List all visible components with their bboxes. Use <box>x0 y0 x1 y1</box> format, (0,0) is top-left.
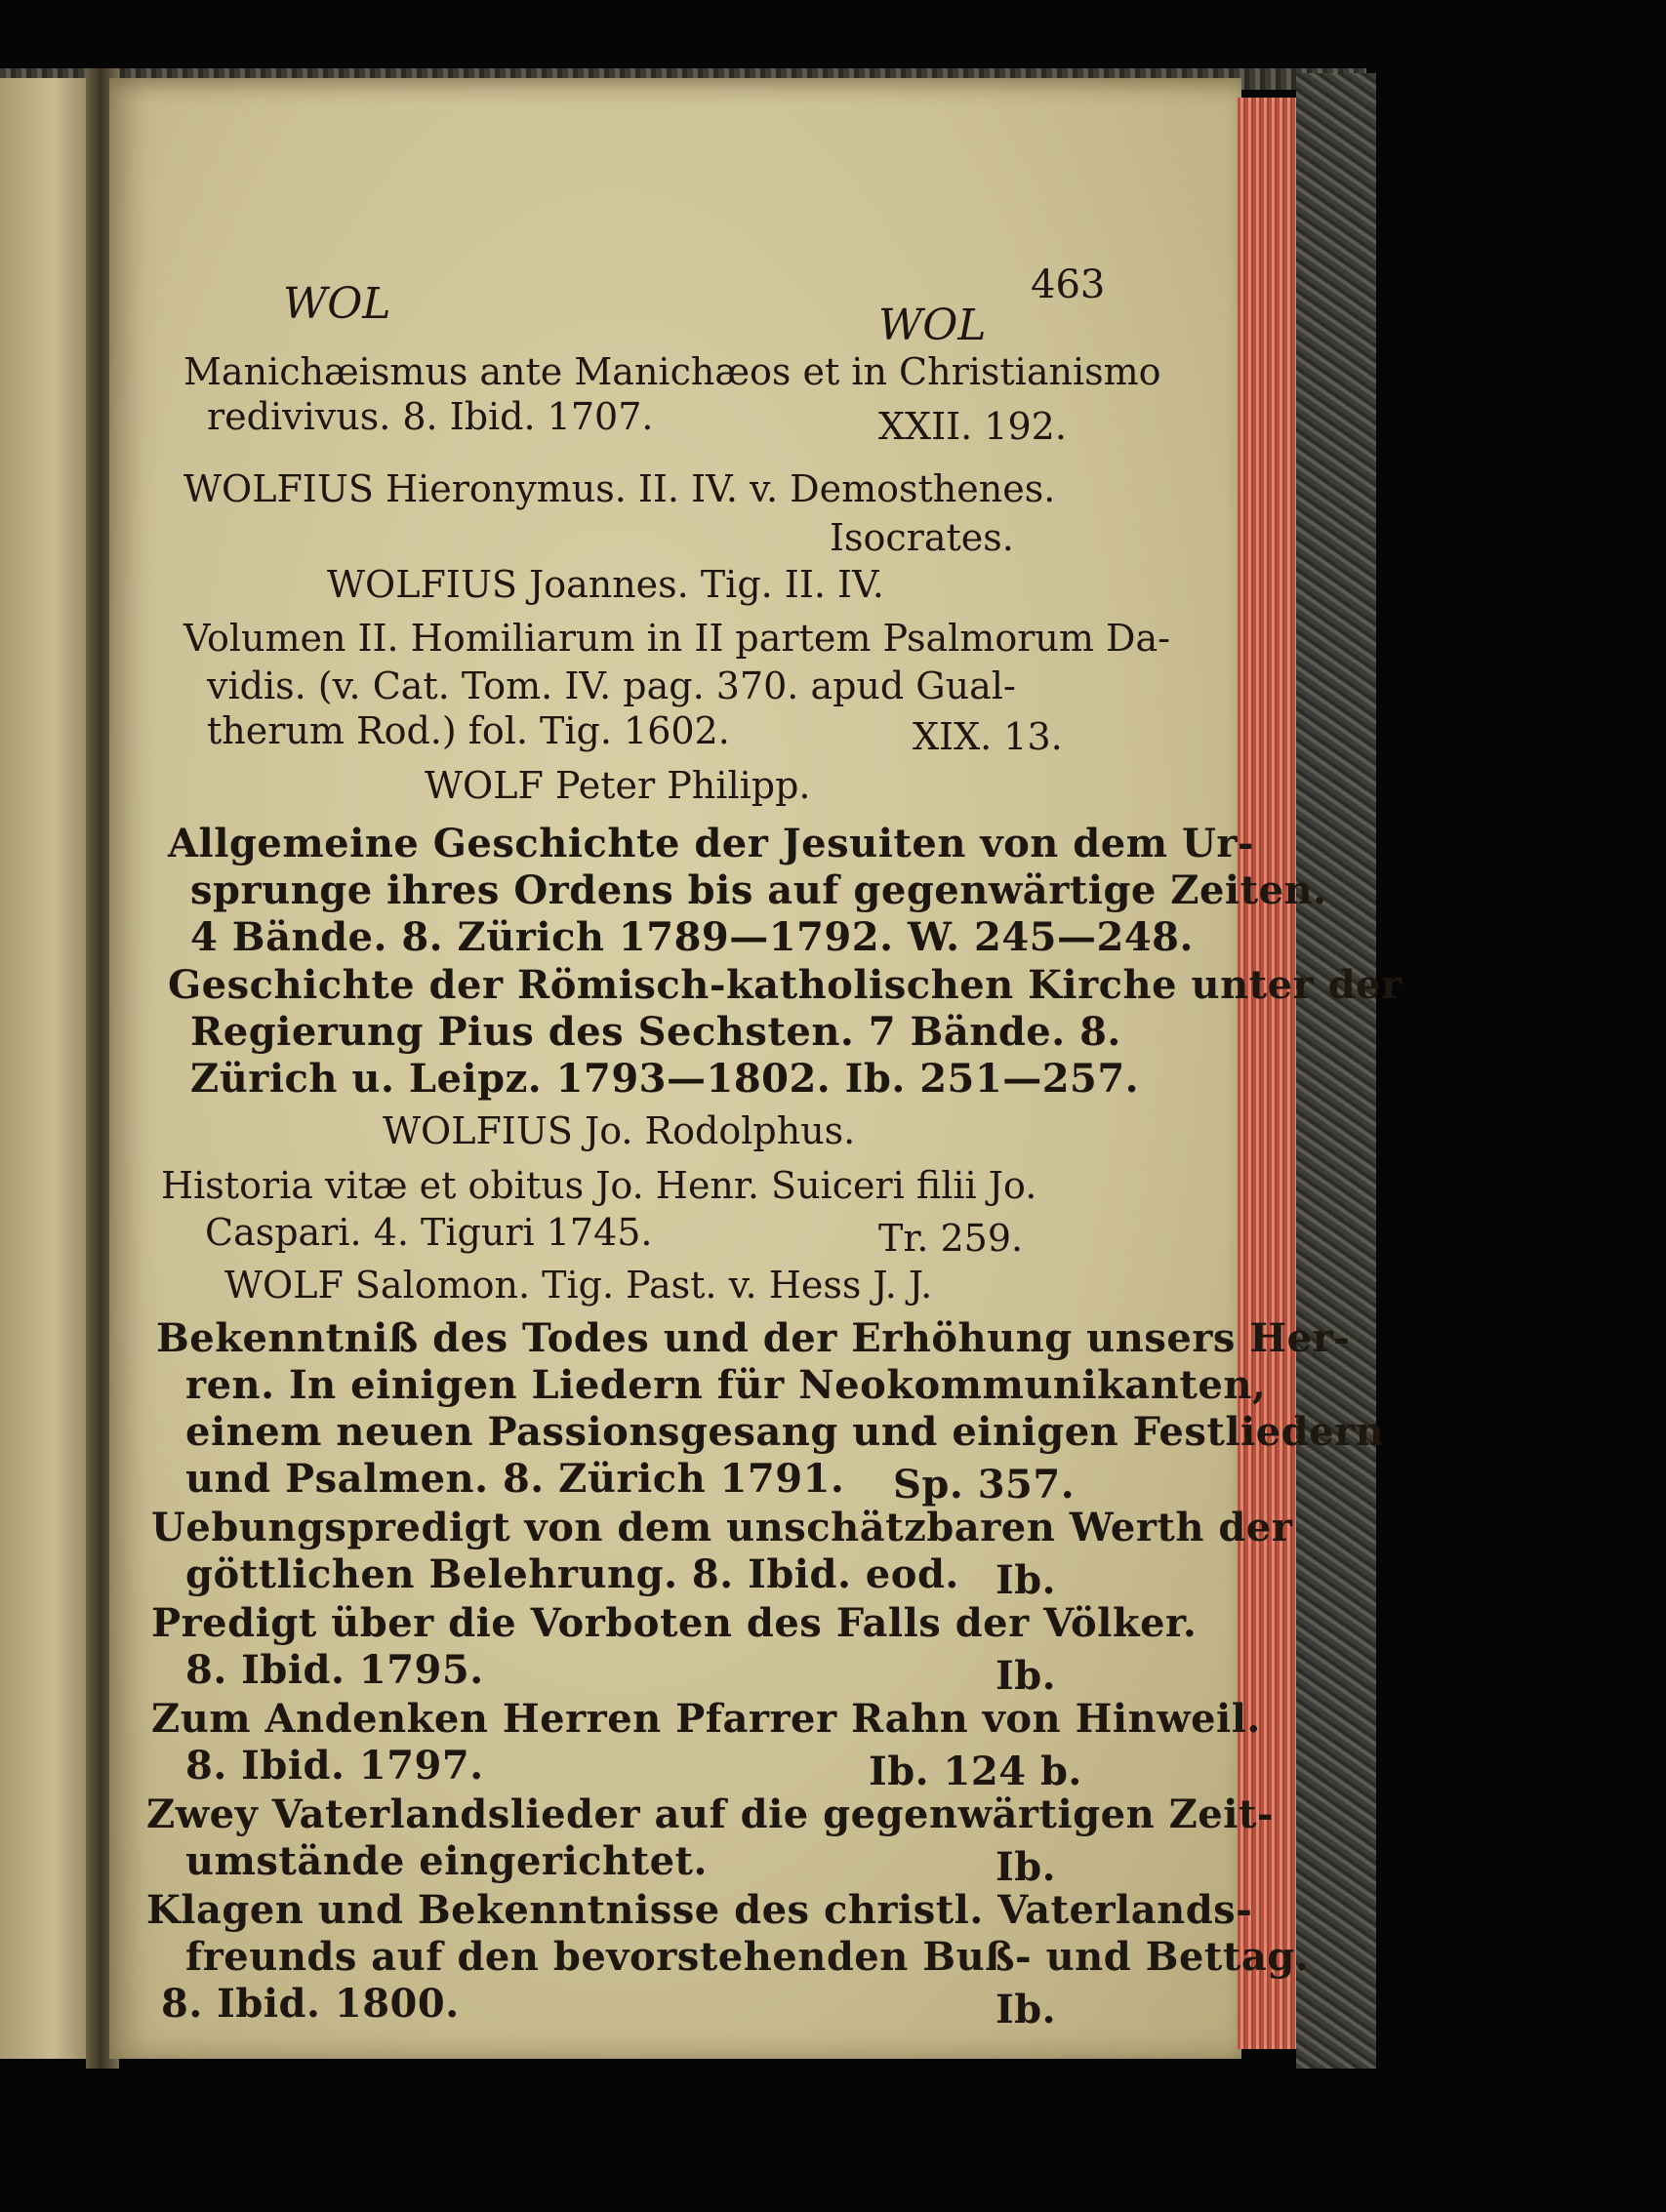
line-8: vidis. (v. Cat. Tom. IV. pag. 370. apud Gual- <box>207 664 1016 707</box>
line-41: freunds auf den bevorstehenden Buß- und Bettag. <box>185 1934 1310 1980</box>
line-15: Geschichte der Römisch-katholischen Kirche unter der <box>168 962 1402 1008</box>
line-6: WOLFIUS Joannes. Tig. II. IV. <box>327 563 884 606</box>
page-number: 463 <box>1031 262 1106 307</box>
line-31: Predigt über die Vorboten des Falls der Völker. <box>151 1600 1198 1646</box>
line-22: WOLF Salomon. Tig. Past. v. Hess J. J. <box>224 1264 933 1307</box>
line-9: therum Rod.) fol. Tig. 1602. <box>207 709 730 752</box>
line-33: Ib. <box>996 1653 1057 1699</box>
line-14: 4 Bände. 8. Zürich 1789—1792. W. 245—248. <box>190 914 1194 960</box>
line-11: WOLF Peter Philipp. <box>425 764 811 807</box>
line-40: Klagen und Bekenntnisse des christl. Vaterlands- <box>146 1887 1253 1933</box>
line-10: XIX. 13. <box>913 715 1063 758</box>
header-left: WOL <box>283 279 391 329</box>
line-23: Bekenntniß des Todes und der Erhöhung unsers Her- <box>156 1315 1351 1361</box>
line-20: Caspari. 4. Tiguri 1745. <box>205 1211 653 1254</box>
line-7: Volumen II. Homiliarum in II partem Psalmorum Da- <box>183 617 1170 660</box>
line-19: Historia vitæ et obitus Jo. Henr. Suiceri filii Jo. <box>161 1164 1037 1207</box>
line-38: umstände eingerichtet. <box>185 1838 708 1884</box>
line-13: sprunge ihres Ordens bis auf gegenwärtige Zeiten. <box>190 867 1327 913</box>
header-right: WOL <box>878 301 987 350</box>
line-30: Ib. <box>996 1557 1057 1603</box>
line-34: Zum Andenken Herren Pfarrer Rahn von Hinweil. <box>151 1696 1261 1742</box>
line-35: 8. Ibid. 1797. <box>185 1743 484 1789</box>
line-28: Uebungspredigt von dem unschätzbaren Werth der <box>151 1505 1293 1550</box>
line-1: Manichæismus ante Manichæos et in Christianismo <box>183 350 1161 393</box>
line-37: Zwey Vaterlandslieder auf die gegenwärtigen Zeit- <box>146 1791 1275 1837</box>
line-27: Sp. 357. <box>893 1462 1076 1508</box>
line-12: Allgemeine Geschichte der Jesuiten von dem Ur- <box>168 821 1254 866</box>
line-26: und Psalmen. 8. Zürich 1791. <box>185 1456 845 1502</box>
marbled-cover <box>1296 73 1376 2069</box>
line-17: Zürich u. Leipz. 1793—1802. Ib. 251—257. <box>190 1056 1140 1102</box>
line-24: ren. In einigen Liedern für Neokommunikanten, <box>185 1362 1267 1408</box>
line-16: Regierung Pius des Sechsten. 7 Bände. 8. <box>190 1009 1121 1055</box>
line-18: WOLFIUS Jo. Rodolphus. <box>383 1109 856 1152</box>
line-3: XXII. 192. <box>878 405 1067 448</box>
line-32: 8. Ibid. 1795. <box>185 1647 484 1693</box>
line-21: Tr. 259. <box>878 1217 1024 1260</box>
line-25: einem neuen Passionsgesang und einigen Festliedern <box>185 1409 1385 1455</box>
line-43: Ib. <box>996 1987 1057 2032</box>
line-4: WOLFIUS Hieronymus. II. IV. v. Demosthenes. <box>183 467 1056 510</box>
red-page-edges <box>1238 98 1298 2049</box>
line-29: göttlichen Belehrung. 8. Ibid. eod. <box>185 1551 959 1597</box>
line-36: Ib. 124 b. <box>869 1749 1082 1794</box>
line-2: redivivus. 8. Ibid. 1707. <box>207 395 654 438</box>
line-5: Isocrates. <box>830 516 1014 559</box>
line-42: 8. Ibid. 1800. <box>161 1981 460 2027</box>
line-39: Ib. <box>996 1844 1057 1890</box>
left-page <box>0 78 98 2059</box>
